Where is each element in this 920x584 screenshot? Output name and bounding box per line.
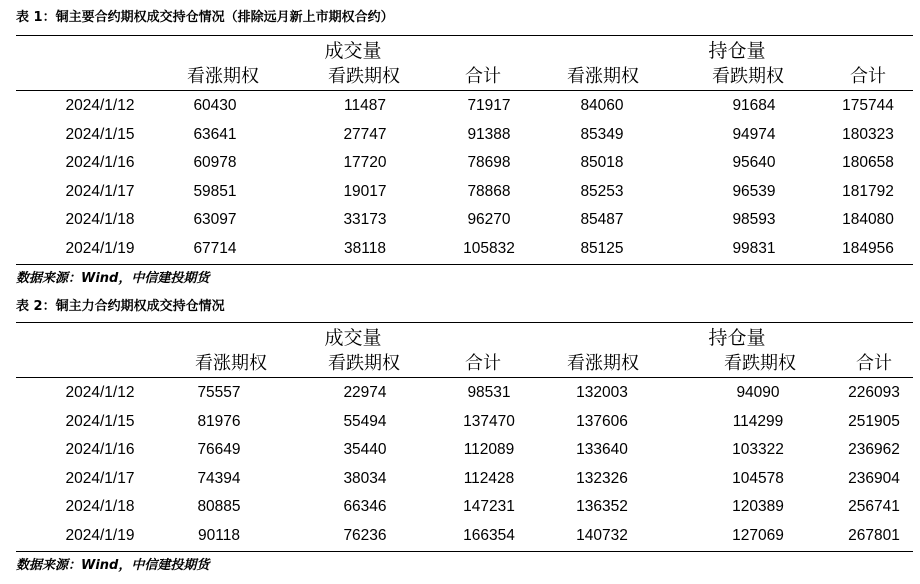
date-cell: 2024/1/19 (65, 527, 135, 544)
table1-top-rule (16, 35, 913, 36)
date-cell: 2024/1/18 (65, 498, 135, 516)
table2-header-row (16, 352, 913, 378)
table1-col-header: 看涨期权 (567, 66, 639, 87)
table2-col-header: 看涨期权 (195, 353, 267, 374)
table2-top-rule (16, 322, 913, 323)
date-cell: 2024/1/15 (65, 412, 135, 430)
table1-source: 数据来源：Wind，中信建投期货 (16, 271, 210, 286)
value-cell: 19017 (343, 182, 387, 200)
table2-col-header: 看跌期权 (328, 353, 400, 374)
date-cell: 2024/1/15 (65, 125, 135, 143)
value-cell: 85349 (580, 125, 624, 143)
value-cell: 120389 (732, 498, 784, 516)
date-cell: 2024/1/12 (65, 97, 135, 114)
table-row (16, 496, 913, 525)
value-cell: 84060 (580, 97, 624, 114)
value-cell: 63097 (193, 211, 237, 229)
value-cell: 256741 (848, 498, 900, 516)
table1-col-header: 合计 (465, 66, 501, 87)
table2-bottom-rule (16, 551, 913, 552)
value-cell: 96539 (732, 182, 776, 200)
value-cell: 38034 (343, 469, 387, 487)
value-cell: 147231 (463, 498, 515, 516)
table1-col-header: 看跌期权 (328, 66, 400, 87)
value-cell: 35440 (343, 441, 387, 459)
value-cell: 33173 (343, 211, 387, 229)
table-row (16, 209, 913, 238)
table-row (16, 181, 913, 210)
table-row (16, 525, 913, 554)
value-cell: 166354 (463, 527, 515, 544)
value-cell: 98531 (467, 384, 511, 401)
value-cell: 98593 (732, 211, 776, 229)
value-cell: 60978 (193, 154, 237, 172)
table2-col-header: 合计 (465, 353, 501, 374)
table1-bottom-rule (16, 264, 913, 265)
value-cell: 96270 (467, 211, 511, 229)
value-cell: 85487 (580, 211, 624, 229)
value-cell: 112428 (463, 469, 515, 487)
value-cell: 81976 (197, 412, 241, 430)
value-cell: 95640 (732, 154, 776, 172)
value-cell: 71917 (467, 97, 511, 114)
value-cell: 78698 (467, 154, 511, 172)
table2-caption: 表 2：铜主力合约期权成交持仓情况 (16, 299, 225, 314)
value-cell: 114299 (732, 412, 784, 430)
value-cell: 112089 (463, 441, 515, 459)
date-cell: 2024/1/17 (65, 469, 135, 487)
value-cell: 90118 (198, 527, 240, 544)
value-cell: 103322 (732, 441, 784, 459)
value-cell: 140732 (576, 527, 628, 544)
date-cell: 2024/1/16 (65, 154, 135, 172)
value-cell: 251905 (848, 412, 900, 430)
value-cell: 181792 (842, 182, 894, 200)
value-cell: 184956 (842, 240, 894, 257)
table1-col-header: 合计 (850, 66, 886, 87)
table1-col-header: 看跌期权 (712, 66, 784, 87)
value-cell: 27747 (343, 125, 387, 143)
table1-group-open-interest: 持仓量 (708, 40, 766, 62)
table1-caption: 表 1：铜主要合约期权成交持仓情况（排除远月新上市期权合约） (16, 10, 394, 25)
table-row (16, 411, 913, 440)
value-cell: 132003 (576, 384, 628, 401)
table2-header-rule (16, 377, 913, 378)
date-cell: 2024/1/17 (65, 182, 135, 200)
value-cell: 184080 (842, 211, 894, 229)
table1-header-row (16, 65, 913, 91)
table2-col-header: 合计 (856, 353, 892, 374)
value-cell: 137606 (576, 412, 628, 430)
table1-header-rule (16, 90, 913, 91)
table-row (16, 238, 913, 267)
date-cell: 2024/1/19 (65, 240, 135, 257)
value-cell: 94974 (732, 125, 776, 143)
value-cell: 175744 (842, 97, 894, 114)
value-cell: 226093 (848, 384, 900, 401)
value-cell: 137470 (463, 412, 515, 430)
value-cell: 80885 (197, 498, 241, 516)
value-cell: 94090 (736, 384, 780, 401)
table-row (16, 124, 913, 153)
value-cell: 22974 (343, 384, 387, 401)
value-cell: 104578 (732, 469, 784, 487)
table1-group-volume: 成交量 (324, 40, 382, 62)
value-cell: 67714 (193, 240, 237, 257)
value-cell: 85125 (580, 240, 624, 257)
value-cell: 180323 (842, 125, 894, 143)
value-cell: 85018 (580, 154, 624, 172)
date-cell: 2024/1/18 (65, 211, 135, 229)
value-cell: 76649 (197, 441, 241, 459)
value-cell: 78868 (467, 182, 511, 200)
value-cell: 55494 (343, 412, 387, 430)
value-cell: 38118 (344, 240, 386, 257)
value-cell: 133640 (576, 441, 628, 459)
value-cell: 136352 (576, 498, 628, 516)
value-cell: 85253 (580, 182, 624, 200)
table2-col-header: 看跌期权 (724, 353, 796, 374)
value-cell: 91684 (732, 97, 776, 114)
value-cell: 267801 (848, 527, 900, 544)
value-cell: 66346 (343, 498, 387, 516)
table-row (16, 439, 913, 468)
table1-col-header: 看涨期权 (187, 66, 259, 87)
date-cell: 2024/1/12 (65, 384, 135, 401)
value-cell: 105832 (463, 240, 515, 257)
value-cell: 60430 (193, 97, 237, 114)
table2-source: 数据来源：Wind，中信建投期货 (16, 558, 210, 573)
table2 (16, 322, 913, 554)
table-row (16, 95, 913, 124)
value-cell: 99831 (732, 240, 776, 257)
value-cell: 76236 (343, 527, 387, 544)
table2-group-open-interest: 持仓量 (708, 327, 766, 349)
value-cell: 75557 (197, 384, 241, 401)
value-cell: 236962 (848, 441, 900, 459)
table2-group-volume: 成交量 (324, 327, 382, 349)
date-cell: 2024/1/16 (65, 441, 135, 459)
table-row (16, 152, 913, 181)
value-cell: 236904 (848, 469, 900, 487)
value-cell: 132326 (576, 469, 628, 487)
value-cell: 127069 (732, 527, 784, 544)
value-cell: 11487 (344, 97, 386, 114)
table-row (16, 468, 913, 497)
value-cell: 63641 (193, 125, 237, 143)
table-row (16, 382, 913, 411)
value-cell: 180658 (842, 154, 894, 172)
value-cell: 74394 (197, 469, 241, 487)
value-cell: 91388 (467, 125, 511, 143)
value-cell: 17720 (343, 154, 387, 172)
table1 (16, 35, 913, 267)
table2-col-header: 看涨期权 (567, 353, 639, 374)
value-cell: 59851 (193, 182, 237, 200)
